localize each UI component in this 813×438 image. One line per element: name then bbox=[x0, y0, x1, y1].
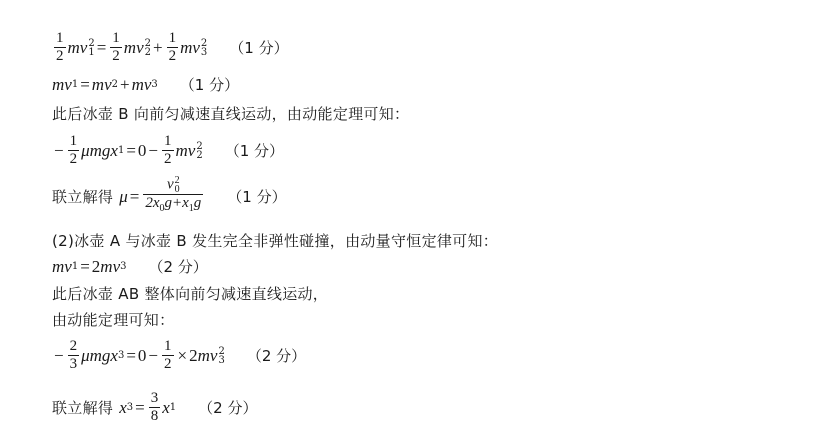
score-label: （1 分） bbox=[224, 142, 285, 160]
fraction-half: $\frac{1}{2}$ bbox=[56, 30, 64, 64]
equation-solve-mu: 联立解得 μ = v 2 0 $2x_0g+x_1g$ （1 分） bbox=[52, 176, 287, 217]
fraction-half: $\frac{1}{2}$ bbox=[168, 30, 177, 64]
fraction-half: $\frac{1}{2}$ bbox=[69, 133, 78, 167]
fraction-half: $\frac{1}{2}$ bbox=[164, 338, 172, 372]
text-line: 此后冰壶 AB 整体向前匀减速直线运动， bbox=[52, 285, 329, 303]
score-label: （2 分） bbox=[198, 399, 258, 417]
text-line: (2)冰壶 A 与冰壶 B 发生完全非弹性碰撞，由动量守恒定律可知： bbox=[52, 232, 499, 250]
equation-work-energy-b: − $\frac{1}{2}$ μmgx 1 = 0 − $\frac{1}{2}$ mv 2 2 （1 分） bbox=[54, 133, 285, 167]
equation-solve-x3: 联立解得 x 3 = $\frac{3}{8}$ x 1 （2 分） bbox=[52, 390, 258, 424]
score-label: （1 分） bbox=[229, 39, 289, 57]
fraction-half: $\frac{1}{2}$ bbox=[164, 133, 172, 167]
equation-work-energy-ab: − $\frac{2}{3}$ μmgx 3 = 0 − $\frac{1}{2}$ × 2 mv 2 3 （2 分） bbox=[54, 338, 307, 372]
fraction-two-thirds: $\frac{2}{3}$ bbox=[69, 338, 78, 372]
fraction-half: $\frac{1}{2}$ bbox=[112, 30, 120, 64]
text-line: 由动能定理可知： bbox=[52, 311, 175, 329]
text-line: 此后冰壶 B 向前匀减速直线运动，由动能定理可知： bbox=[52, 105, 410, 123]
score-label: （1 分） bbox=[227, 188, 287, 206]
fraction-three-eighths: $\frac{3}{8}$ bbox=[150, 390, 159, 424]
score-label: （1 分） bbox=[179, 76, 240, 94]
score-label: （2 分） bbox=[246, 347, 307, 365]
equation-momentum-conservation: mv 1 = mv 2 + mv 3 （1 分） bbox=[52, 74, 240, 94]
fraction-mu: v 2 0 $2x_0g+x_1g$ bbox=[143, 176, 203, 217]
equation-energy-conservation: $\frac{1}{2}$ mv 2 1 = $\frac{1}{2}$ mv 2 2 + $\frac{1}{2}$ mv 2 3 （1 分） bbox=[56, 30, 289, 64]
score-label: （2 分） bbox=[148, 258, 208, 276]
equation-inelastic-momentum: mv 1 = 2 mv 3 （2 分） bbox=[52, 256, 208, 276]
